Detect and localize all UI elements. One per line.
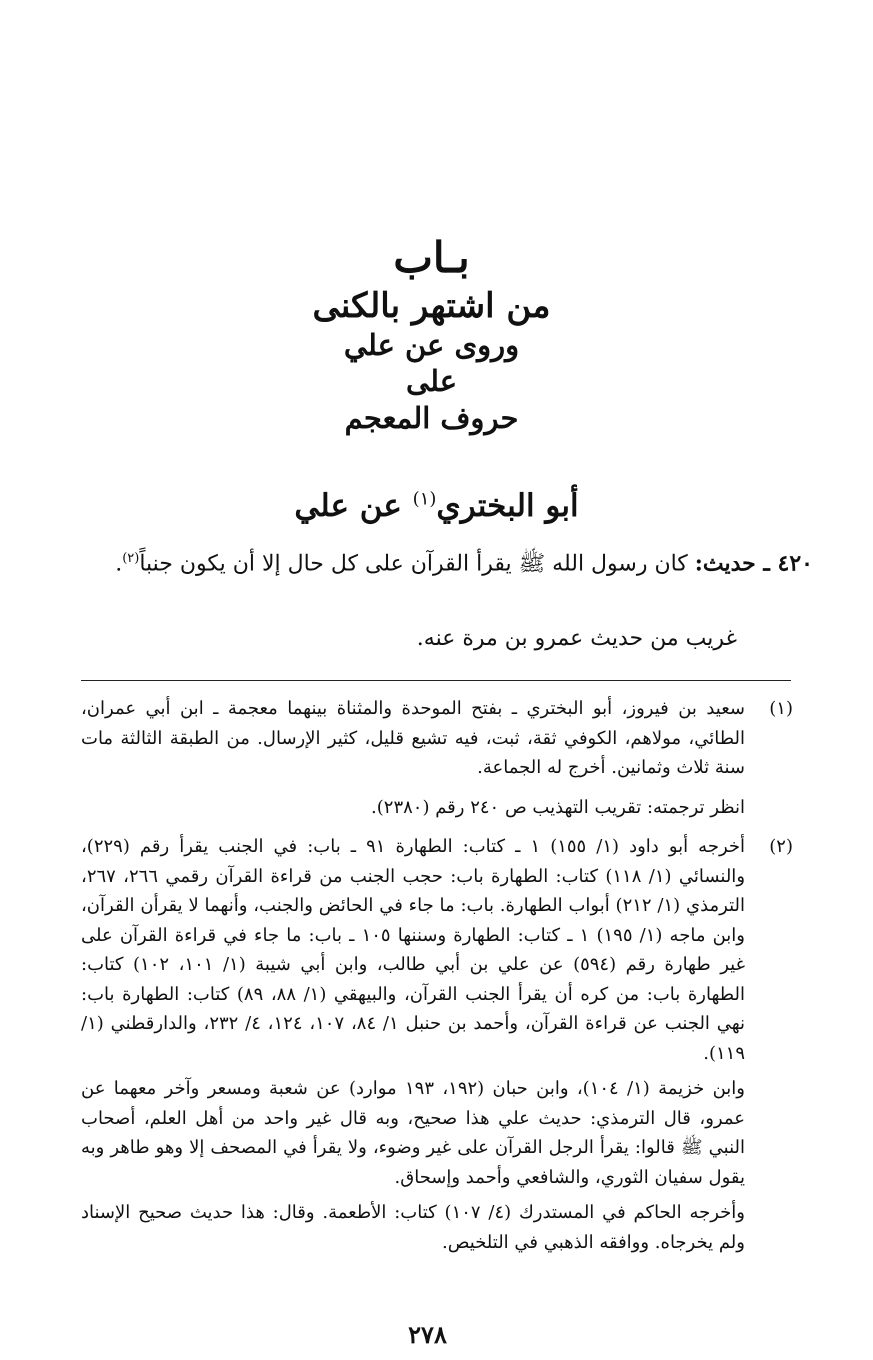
- section-title: [0, 488, 873, 524]
- chapter-heading: [0, 232, 873, 436]
- heading-line-1: بـاب: [393, 233, 470, 282]
- footnote-2-paragraph-3: وأخرجه الحاكم في المستدرك (٤/ ١٠٧) كتاب: الأطعمة. وقال: هذا حديث صحيح الإسناد ولم يخرجاه. ووافقه الذهبي في التلخيص.: [81, 1202, 745, 1253]
- footnote-ref-2: (٢): [122, 551, 140, 566]
- heading-line-5: حروف المعجم: [344, 400, 519, 435]
- heading-line-3: وروى عن علي: [343, 328, 520, 362]
- footnote-text: سعيد بن فيروز، أبو البختري ـ بفتح الموحدة والمثناة بينهما معجمة ـ ابن أبي عمران، الطائي، مولاهم، الكوفي ثقة، ثبت، فيه تشيع قليل، كثير الإرسال. من الطبقة الثالثة مات سنة ثلاث وثمانين. أخرج له الجماعة.: [81, 698, 745, 778]
- footnote-1-reference: انظر ترجمته: تقريب التهذيب ص ٢٤٠ رقم (٢٣٨٠).: [371, 796, 745, 818]
- heading-line-2: من اشتهر بالكنى: [312, 285, 551, 326]
- footnote-2-paragraph-2: وابن خزيمة (١/ ١٠٤)، وابن حبان (١٩٢، ١٩٣ موارد) عن شعبة ومسعر وآخر معهما عن عمرو، قال الترمذي: حديث علي هذا صحيح، وبه قال غير واحد من أهل العلم، أصحاب النبي ﷺ قالوا: يقرأ الرجل القرآن على غير وضوء، ولا يقرأ في المصحف إلا وهو طاهر وبه يقول سفيان الثوري، والشافعي وأحمد وإسحاق.: [81, 1078, 745, 1188]
- heading-line-4: على: [405, 364, 458, 399]
- hadith-number: ٤٢٠ ـ حديث:: [694, 550, 813, 577]
- hadith-end: .: [115, 551, 123, 577]
- section-name-suffix: عن علي: [294, 488, 413, 524]
- footnotes: [81, 694, 793, 1257]
- hadith-paragraph: [61, 538, 813, 585]
- footnote-ref-1: (١): [412, 488, 437, 510]
- footnote-marker: (٢): [769, 836, 793, 857]
- footnote-text: أخرجه أبو داود (١/ ١٥٥) ١ ـ كتاب: الطهارة ٩١ ـ باب: في الجنب يقرأ رقم (٢٢٩)، والنسائي (١/ ١١٨) كتاب: الطهارة باب: حجب الجنب من قراءة القرآن رقمي ٢٦٦، ٢٦٧، الترمذي (١/ ٢١٢) أبواب الطهارة. باب: ما جاء في الحائض والجنب، وأنهما لا يقرأن القرآن، وابن ماجه (١/ ١٩٥) ١ ـ كتاب: الطهارة وسننها ١٠٥ ـ باب: ما جاء في قراءة القرآن على غير طهارة رقم (٥٩٤) عن علي بن أبي طالب، وابن أبي شيبة (١/ ١٠١، ١٠٢) كتاب: الطهارة باب: من كره أن يقرأ الجنب القرآن، والبيهقي (١/ ٨٨، ٨٩) كتاب: الطهارة باب: نهي الجنب عن قراءة القرآن، وأحمد بن حنبل ١/ ٨٤، ١٠٧، ١٢٤، ٤/ ٢٣٢، والدارقطني (١/ ١١٩).: [81, 836, 746, 1064]
- footnote-1: [81, 694, 793, 783]
- hadith-grading: غريب من حديث عمرو بن مرة عنه.: [416, 626, 737, 651]
- footnote-separator: [81, 680, 791, 681]
- section-name: أبو البختري: [436, 488, 579, 524]
- footnote-marker: (١): [769, 698, 793, 719]
- footnote-2: [81, 832, 793, 1068]
- page-number: ٢٧٨: [408, 1320, 447, 1349]
- hadith-text: كان رسول الله ﷺ يقرأ القرآن على كل حال إلا أن يكون جنباً: [139, 551, 695, 577]
